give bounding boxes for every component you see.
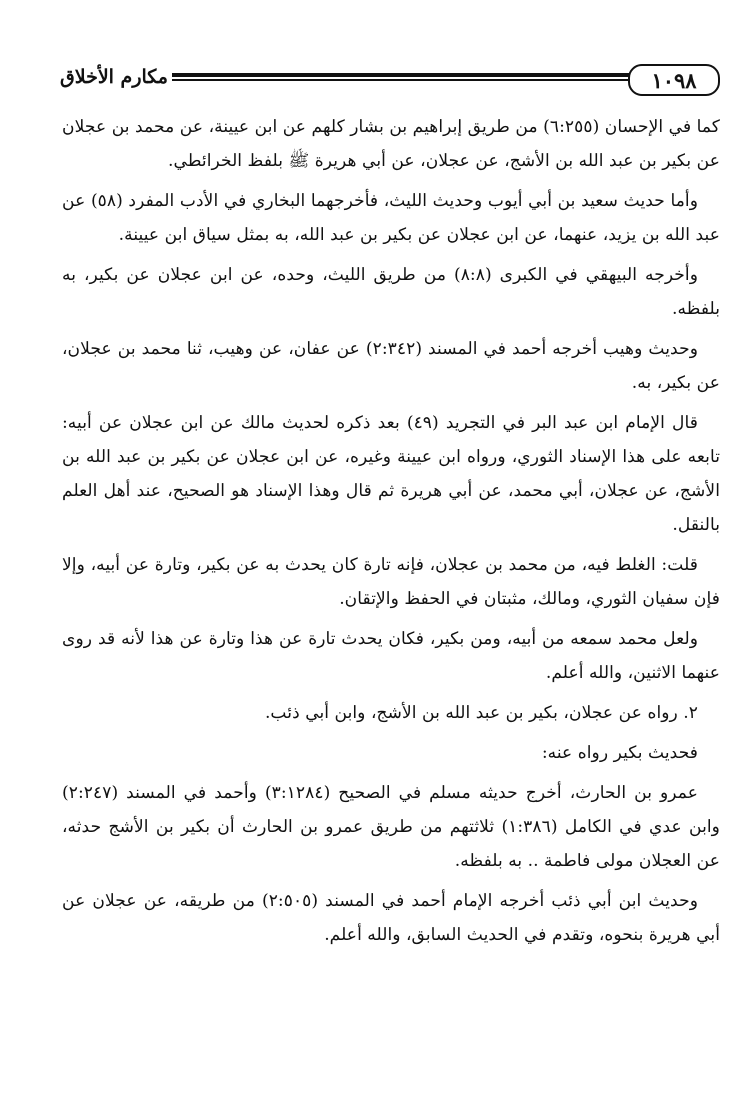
paragraph: قلت: الغلط فيه، من محمد بن عجلان، فإنه تارة كان يحدث به عن بكير، وتارة عن أبيه، وإلا فإن سفيان الثوري، ومالك، مثبتان في الحفظ والإتقان. (62, 555, 720, 609)
book-title: مكارم الأخلاق (60, 66, 168, 88)
paragraph: فحديث بكير رواه عنه: (541, 743, 698, 763)
paragraph: قال الإمام ابن عبد البر في التجريد (٤٩) بعد ذكره لحديث مالك عن ابن عجلان عن أبيه: تابعه على هذا الإسناد الثوري، ورواه ابن عيينة وغيره، عن ابن عجلان عن بكير بن عبد الله بن الأشج، عن عجلان، أبي محمد، عن أبي هريرة ثم قال وهذا الإسناد هو الصحيح، عند أهل العلم بالنقل. (62, 413, 720, 535)
paragraph: وأخرجه البيهقي في الكبرى (٨:٨) من طريق الليث، وحده، عن ابن عجلان عن بكير، به بلفظه. (62, 265, 720, 319)
paragraph: عمرو بن الحارث، أخرج حديثه مسلم في الصحيح (٣:١٢٨٤) وأحمد في المسند (٢:٢٤٧) وابن عدي في الكامل (١:٣٨٦) ثلاثتهم من طريق عمرو بن الحارث أن بكير بن الأشج حدثه، عن العجلان مولى فاطمة .. به بلفظه. (62, 783, 720, 871)
paragraph: وحديث ابن أبي ذئب أخرجه الإمام أحمد في المسند (٢:٥٠٥) من طريقه، عن عجلان عن أبي هريرة بنحوه، وتقدم في الحديث السابق، والله أعلم. (62, 891, 720, 945)
header-rule (172, 73, 636, 83)
paragraph: وأما حديث سعيد بن أبي أيوب وحديث الليث، فأخرجهما البخاري في الأدب المفرد (٥٨) عن عبد الله بن يزيد، عنهما، عن ابن عجلان عن بكير بن عبد الله، به بمثل سياق ابن عيينة. (62, 191, 720, 245)
paragraph: ولعل محمد سمعه من أبيه، ومن بكير، فكان يحدث تارة عن هذا وتارة عن هذا لأنه قد روى عنهما الاثنين، والله أعلم. (62, 629, 720, 683)
paragraph: وحديث وهيب أخرجه أحمد في المسند (٢:٣٤٢) عن عفان، عن وهيب، ثنا محمد بن عجلان، عن بكير، به. (62, 339, 720, 393)
page-header (60, 60, 720, 100)
page-body (62, 110, 720, 958)
paragraph: كما في الإحسان (٦:٢٥٥) من طريق إبراهيم بن بشار كلهم عن ابن عيينة، عن محمد بن عجلان عن بكير بن عبد الله بن الأشج، عن عجلان، عن أبي هريرة ﷺ بلفظ الخرائطي. (62, 117, 720, 171)
list-item-paragraph: ٢. رواه عن عجلان، بكير بن عبد الله بن الأشج، وابن أبي ذئب. (264, 703, 698, 723)
page-number: ١٠٩٨ (628, 64, 720, 96)
